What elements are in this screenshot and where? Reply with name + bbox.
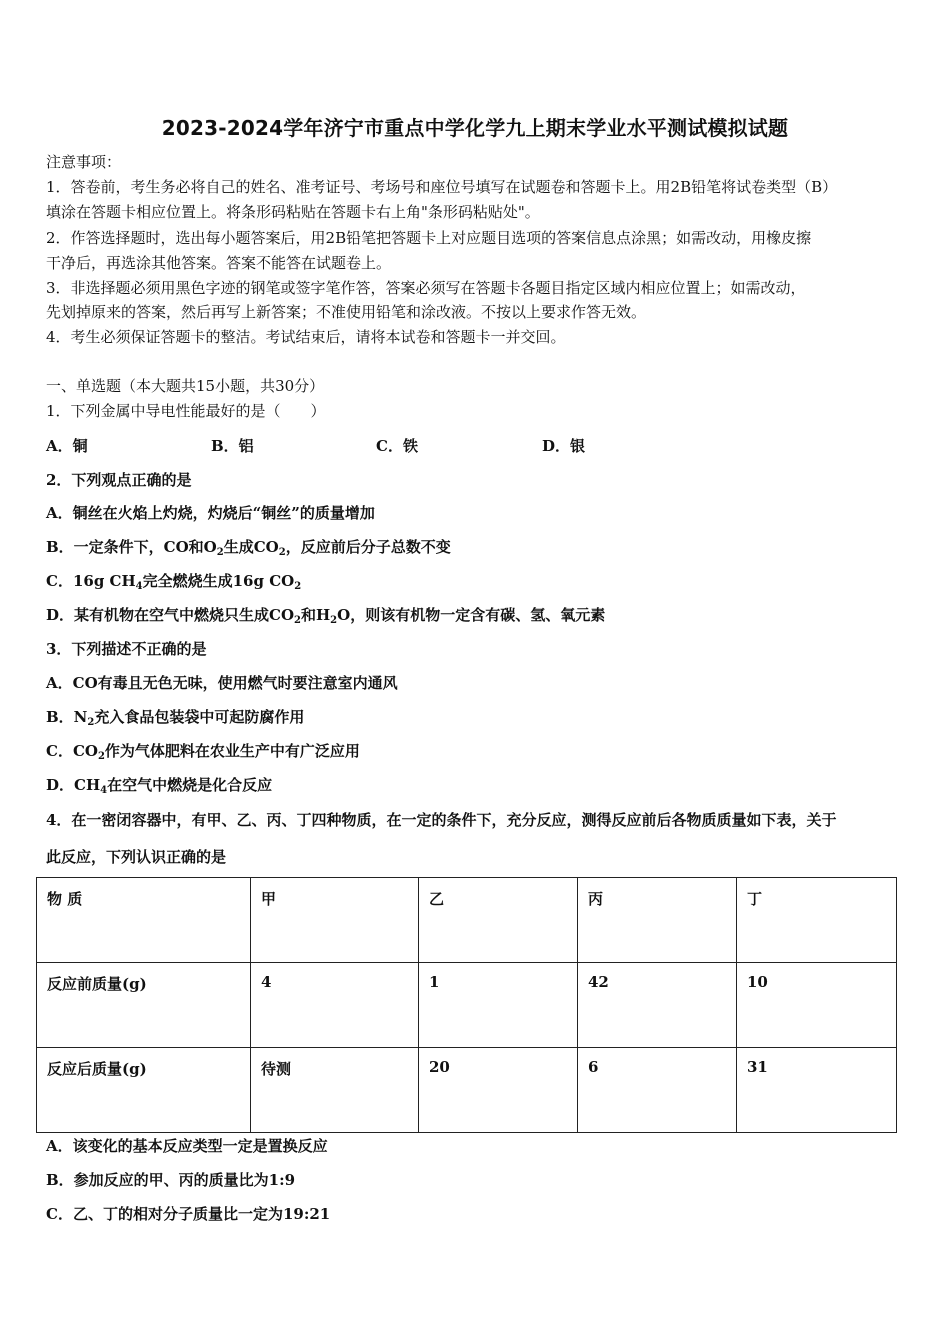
table-cell: 反应后质量(g) [37, 1048, 251, 1133]
q3-option-c: C．$CO_2$作为气体肥料在农业生产中有广泛应用 [46, 742, 360, 762]
question-2-stem: 2．下列观点正确的是 [46, 471, 192, 489]
mass-table [36, 877, 897, 1133]
q4-option-c: C．乙、丁的相对分子质量比一定为19:21 [46, 1205, 331, 1223]
q3-option-a: A．CO有毒且无色无味，使用燃气时要注意室内通风 [46, 674, 398, 692]
table-cell: 10 [737, 963, 897, 1048]
q3-option-b: B．$N_2$充入食品包装袋中可起防腐作用 [46, 708, 305, 728]
table-cell: 4 [251, 963, 419, 1048]
table-cell: 物 质 [37, 878, 251, 963]
table-cell: 20 [419, 1048, 578, 1133]
notice-line: 4．考生必须保证答题卡的整洁。考试结束后，请将本试卷和答题卡一并交回。 [46, 328, 566, 346]
table-cell: 待测 [251, 1048, 419, 1133]
notice-line: 2．作答选择题时，选出每小题答案后，用2B铅笔把答题卡上对应题目选项的答案信息点涂黑；如需改动，用橡皮擦 [46, 229, 812, 247]
question-4-stem: 4．在一密闭容器中，有甲、乙、丙、丁四种物质，在一定的条件下，充分反应，测得反应前后各物质质量如下表，关于 [46, 811, 837, 829]
table-cell: 反应前质量(g) [37, 963, 251, 1048]
table-cell: 乙 [419, 878, 578, 963]
q1-option-c: C．铁 [376, 437, 418, 455]
q2-option-b: B．一定条件下，CO和$O_2$生成$CO_2$，反应前后分子总数不变 [46, 538, 451, 558]
table-cell: 31 [737, 1048, 897, 1133]
q2-option-c: C．16g $CH_4$完全燃烧生成16g $CO_2$ [46, 572, 302, 592]
notice-line: 3．非选择题必须用黑色字迹的钢笔或签字笔作答，答案必须写在答题卡各题目指定区域内相应位置上；如需改动， [46, 279, 806, 297]
page-title: 2023-2024学年济宁市重点中学化学九上期末学业水平测试模拟试题 [161, 116, 789, 140]
question-1-stem: 1．下列金属中导电性能最好的是（ ） [46, 402, 326, 420]
table-cell: 1 [419, 963, 578, 1048]
notice-line: 1．答卷前，考生务必将自己的姓名、准考证号、考场号和座位号填写在试题卷和答题卡上。用2B铅笔将试卷类型（B） [46, 178, 838, 196]
section-heading: 一、单选题（本大题共15小题，共30分） [46, 377, 325, 395]
question-4-stem-cont: 此反应，下列认识正确的是 [46, 848, 227, 866]
q4-option-a: A．该变化的基本反应类型一定是置换反应 [46, 1137, 328, 1155]
table-row [37, 1048, 897, 1133]
q1-option-d: D．银 [542, 437, 586, 455]
table-row [37, 878, 897, 963]
q3-option-d: D．$CH_4$在空气中燃烧是化合反应 [46, 776, 273, 796]
notice-line: 干净后，再选涂其他答案。答案不能答在试题卷上。 [46, 254, 392, 272]
table-cell: 6 [578, 1048, 737, 1133]
q2-option-a: A．铜丝在火焰上灼烧，灼烧后“铜丝”的质量增加 [46, 504, 375, 522]
q1-option-b: B．铝 [211, 437, 254, 455]
notice-heading: 注意事项： [46, 153, 122, 171]
notice-line: 填涂在答题卡相应位置上。将条形码粘贴在答题卡右上角"条形码粘贴处"。 [46, 203, 540, 221]
table-cell: 丙 [578, 878, 737, 963]
table-cell: 42 [578, 963, 737, 1048]
table-cell: 丁 [737, 878, 897, 963]
table-cell: 甲 [251, 878, 419, 963]
q1-option-a: A．铜 [46, 437, 88, 455]
q4-option-b: B．参加反应的甲、丙的质量比为1:9 [46, 1171, 296, 1189]
q2-option-d: D．某有机物在空气中燃烧只生成$CO_2$和$H_2O$，则该有机物一定含有碳、氢、氧元素 [46, 606, 606, 626]
question-3-stem: 3．下列描述不正确的是 [46, 640, 207, 658]
table-row [37, 963, 897, 1048]
notice-line: 先划掉原来的答案，然后再写上新答案；不准使用铅笔和涂改液。不按以上要求作答无效。 [46, 303, 647, 321]
